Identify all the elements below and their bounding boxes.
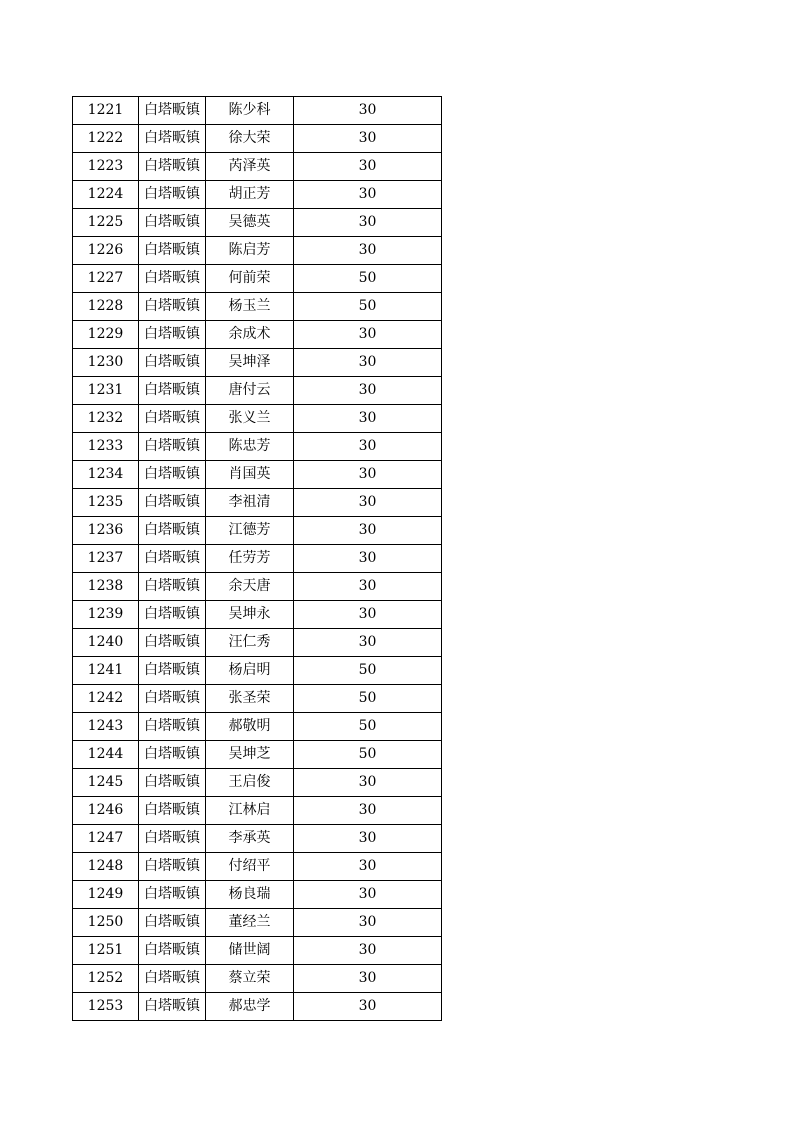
cell-amount: 30 [294, 405, 442, 433]
cell-person-name: 陈启芳 [206, 237, 294, 265]
cell-person-name: 蔡立荣 [206, 965, 294, 993]
cell-person-name: 胡正芳 [206, 181, 294, 209]
cell-number: 1236 [73, 517, 139, 545]
cell-town: 白塔畈镇 [139, 293, 206, 321]
table-row [73, 517, 442, 545]
table-row [73, 153, 442, 181]
cell-person-name: 陈忠芳 [206, 433, 294, 461]
cell-town: 白塔畈镇 [139, 629, 206, 657]
cell-town: 白塔畈镇 [139, 377, 206, 405]
cell-amount: 30 [294, 181, 442, 209]
cell-person-name: 唐付云 [206, 377, 294, 405]
table-row [73, 909, 442, 937]
table-row [73, 433, 442, 461]
cell-town: 白塔畈镇 [139, 181, 206, 209]
cell-number: 1227 [73, 265, 139, 293]
cell-amount: 50 [294, 713, 442, 741]
cell-amount: 30 [294, 125, 442, 153]
table-row [73, 881, 442, 909]
table-row [73, 685, 442, 713]
cell-amount: 30 [294, 937, 442, 965]
cell-amount: 30 [294, 853, 442, 881]
table-row [73, 797, 442, 825]
cell-number: 1245 [73, 769, 139, 797]
cell-amount: 50 [294, 265, 442, 293]
cell-number: 1237 [73, 545, 139, 573]
cell-town: 白塔畈镇 [139, 909, 206, 937]
cell-person-name: 付绍平 [206, 853, 294, 881]
table-row [73, 657, 442, 685]
cell-town: 白塔畈镇 [139, 769, 206, 797]
cell-town: 白塔畈镇 [139, 601, 206, 629]
cell-number: 1239 [73, 601, 139, 629]
table-row [73, 97, 442, 125]
cell-number: 1230 [73, 349, 139, 377]
table-row [73, 853, 442, 881]
cell-person-name: 吴坤永 [206, 601, 294, 629]
cell-town: 白塔畈镇 [139, 937, 206, 965]
table-body [73, 97, 442, 1021]
cell-town: 白塔畈镇 [139, 153, 206, 181]
cell-amount: 30 [294, 909, 442, 937]
cell-number: 1228 [73, 293, 139, 321]
cell-amount: 30 [294, 769, 442, 797]
table-row [73, 181, 442, 209]
table-row [73, 489, 442, 517]
cell-amount: 30 [294, 965, 442, 993]
cell-town: 白塔畈镇 [139, 517, 206, 545]
cell-number: 1252 [73, 965, 139, 993]
cell-number: 1249 [73, 881, 139, 909]
cell-person-name: 何前荣 [206, 265, 294, 293]
cell-person-name: 储世阔 [206, 937, 294, 965]
cell-person-name: 郝忠学 [206, 993, 294, 1021]
cell-town: 白塔畈镇 [139, 349, 206, 377]
cell-person-name: 董经兰 [206, 909, 294, 937]
cell-town: 白塔畈镇 [139, 881, 206, 909]
data-table [72, 96, 442, 1021]
cell-person-name: 江林启 [206, 797, 294, 825]
cell-number: 1243 [73, 713, 139, 741]
cell-person-name: 余成术 [206, 321, 294, 349]
cell-person-name: 陈少科 [206, 97, 294, 125]
cell-person-name: 李承英 [206, 825, 294, 853]
cell-number: 1231 [73, 377, 139, 405]
table-row [73, 601, 442, 629]
cell-person-name: 徐大荣 [206, 125, 294, 153]
cell-amount: 50 [294, 741, 442, 769]
cell-amount: 30 [294, 433, 442, 461]
cell-amount: 30 [294, 517, 442, 545]
table-row [73, 965, 442, 993]
cell-person-name: 江德芳 [206, 517, 294, 545]
table-row [73, 293, 442, 321]
cell-town: 白塔畈镇 [139, 657, 206, 685]
cell-amount: 30 [294, 825, 442, 853]
cell-town: 白塔畈镇 [139, 265, 206, 293]
cell-town: 白塔畈镇 [139, 237, 206, 265]
cell-amount: 30 [294, 209, 442, 237]
cell-town: 白塔畈镇 [139, 573, 206, 601]
cell-amount: 30 [294, 881, 442, 909]
cell-amount: 30 [294, 993, 442, 1021]
cell-town: 白塔畈镇 [139, 853, 206, 881]
cell-number: 1250 [73, 909, 139, 937]
cell-number: 1241 [73, 657, 139, 685]
cell-town: 白塔畈镇 [139, 97, 206, 125]
cell-number: 1248 [73, 853, 139, 881]
cell-person-name: 杨良瑞 [206, 881, 294, 909]
cell-amount: 30 [294, 377, 442, 405]
cell-town: 白塔畈镇 [139, 433, 206, 461]
cell-number: 1223 [73, 153, 139, 181]
cell-number: 1225 [73, 209, 139, 237]
cell-number: 1244 [73, 741, 139, 769]
table-row [73, 265, 442, 293]
cell-amount: 30 [294, 797, 442, 825]
cell-town: 白塔畈镇 [139, 741, 206, 769]
cell-amount: 30 [294, 461, 442, 489]
table-row [73, 209, 442, 237]
table-row [73, 769, 442, 797]
cell-person-name: 张义兰 [206, 405, 294, 433]
cell-person-name: 王启俊 [206, 769, 294, 797]
cell-number: 1229 [73, 321, 139, 349]
cell-amount: 30 [294, 489, 442, 517]
table-row [73, 377, 442, 405]
table-row [73, 461, 442, 489]
cell-town: 白塔畈镇 [139, 461, 206, 489]
cell-number: 1224 [73, 181, 139, 209]
cell-town: 白塔畈镇 [139, 825, 206, 853]
cell-number: 1233 [73, 433, 139, 461]
cell-town: 白塔畈镇 [139, 545, 206, 573]
cell-amount: 50 [294, 293, 442, 321]
cell-number: 1242 [73, 685, 139, 713]
cell-person-name: 杨玉兰 [206, 293, 294, 321]
table-row [73, 825, 442, 853]
cell-town: 白塔畈镇 [139, 685, 206, 713]
table-row [73, 125, 442, 153]
cell-town: 白塔畈镇 [139, 405, 206, 433]
cell-town: 白塔畈镇 [139, 489, 206, 517]
cell-number: 1246 [73, 797, 139, 825]
cell-person-name: 余天唐 [206, 573, 294, 601]
cell-amount: 30 [294, 629, 442, 657]
table-row [73, 321, 442, 349]
cell-amount: 50 [294, 657, 442, 685]
cell-town: 白塔畈镇 [139, 321, 206, 349]
cell-person-name: 吴德英 [206, 209, 294, 237]
cell-number: 1221 [73, 97, 139, 125]
cell-amount: 30 [294, 545, 442, 573]
cell-town: 白塔畈镇 [139, 797, 206, 825]
cell-person-name: 吴坤泽 [206, 349, 294, 377]
cell-person-name: 郝敬明 [206, 713, 294, 741]
cell-person-name: 张圣荣 [206, 685, 294, 713]
table-row [73, 629, 442, 657]
table-row [73, 405, 442, 433]
cell-number: 1222 [73, 125, 139, 153]
table-row [73, 741, 442, 769]
cell-town: 白塔畈镇 [139, 209, 206, 237]
cell-amount: 30 [294, 237, 442, 265]
cell-amount: 30 [294, 97, 442, 125]
cell-number: 1238 [73, 573, 139, 601]
cell-town: 白塔畈镇 [139, 993, 206, 1021]
cell-amount: 30 [294, 349, 442, 377]
cell-number: 1247 [73, 825, 139, 853]
cell-number: 1232 [73, 405, 139, 433]
table-row [73, 713, 442, 741]
cell-person-name: 杨启明 [206, 657, 294, 685]
cell-person-name: 芮泽英 [206, 153, 294, 181]
cell-person-name: 汪仁秀 [206, 629, 294, 657]
table-row [73, 237, 442, 265]
cell-amount: 30 [294, 153, 442, 181]
cell-town: 白塔畈镇 [139, 713, 206, 741]
cell-number: 1235 [73, 489, 139, 517]
cell-person-name: 吴坤芝 [206, 741, 294, 769]
cell-amount: 30 [294, 321, 442, 349]
cell-person-name: 肖国英 [206, 461, 294, 489]
table-row [73, 937, 442, 965]
cell-number: 1226 [73, 237, 139, 265]
cell-number: 1251 [73, 937, 139, 965]
cell-number: 1234 [73, 461, 139, 489]
table-row [73, 545, 442, 573]
cell-person-name: 李祖清 [206, 489, 294, 517]
cell-person-name: 任劳芳 [206, 545, 294, 573]
cell-number: 1240 [73, 629, 139, 657]
cell-town: 白塔畈镇 [139, 125, 206, 153]
cell-amount: 30 [294, 601, 442, 629]
cell-amount: 50 [294, 685, 442, 713]
table-row [73, 573, 442, 601]
cell-amount: 30 [294, 573, 442, 601]
table-row [73, 993, 442, 1021]
cell-town: 白塔畈镇 [139, 965, 206, 993]
cell-number: 1253 [73, 993, 139, 1021]
table-row [73, 349, 442, 377]
